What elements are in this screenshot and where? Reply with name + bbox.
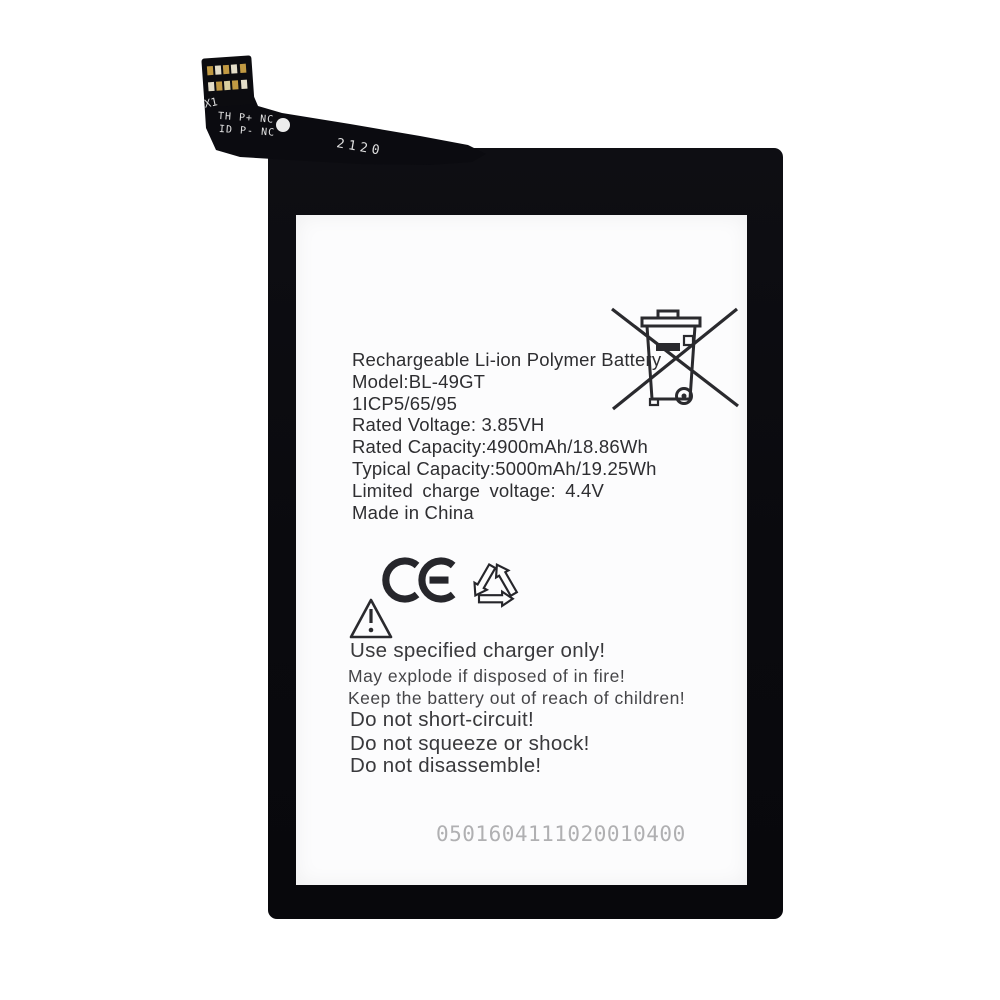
spec-rated-voltage: Rated Voltage: 3.85VH: [352, 414, 545, 436]
warning-short-circuit: Do not short-circuit!: [350, 708, 535, 731]
spec-title: Rechargeable Li-ion Polymer Battery: [352, 349, 662, 370]
warning-triangle-icon: [348, 597, 394, 641]
spec-cell-type: 1ICP5/65/95: [352, 392, 458, 414]
flex-cable: [180, 40, 500, 180]
spec-block: [352, 349, 661, 523]
battery-label: [296, 215, 747, 885]
spec-rated-capacity: Rated Capacity:4900mAh/18.86Wh: [352, 436, 649, 458]
spec-origin: Made in China: [352, 501, 474, 523]
spec-typical-capacity: Typical Capacity:5000mAh/19.25Wh: [352, 457, 657, 479]
cable-alignment-dot: [276, 118, 290, 132]
warning-fire: May explode if disposed of in fire!: [348, 666, 626, 686]
spec-limited-voltage: Limited charge voltage: 4.4V: [352, 479, 605, 501]
cable-batch-code: 2120: [335, 136, 385, 160]
warning-squeeze: Do not squeeze or shock!: [350, 732, 590, 755]
recycling-icon: [464, 549, 526, 613]
connector-label-text: X1: [203, 95, 219, 111]
warning-charger: Use specified charger only!: [350, 639, 606, 662]
spec-model: Model:BL-49GT: [352, 370, 486, 392]
cable-pinout-line1: TH P+ NC: [217, 110, 275, 126]
warning-disassemble: Do not disassemble!: [350, 754, 542, 777]
serial-number: 0501604111020010400: [436, 822, 686, 846]
cable-pinout-line2: ID P- NC: [218, 123, 276, 139]
warning-children: Keep the battery out of reach of children!: [348, 688, 686, 708]
